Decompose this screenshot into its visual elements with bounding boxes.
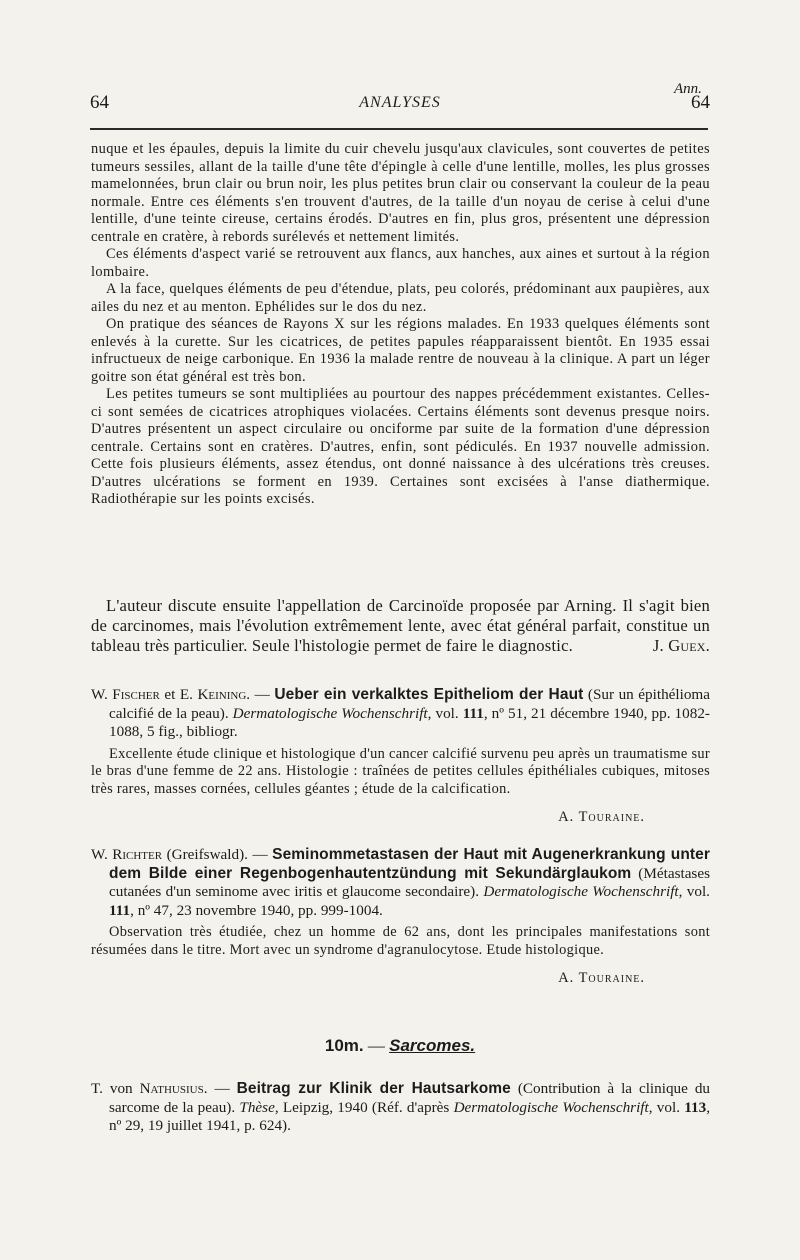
article-title: Beitrag zur Klinik der Hautsarkome xyxy=(236,1080,511,1097)
reviewer-signature: J. Guex. xyxy=(652,635,710,655)
header-rule xyxy=(90,128,708,130)
author-name: Fischer xyxy=(112,686,160,703)
running-header xyxy=(90,92,710,118)
title-translation: (Métastases cutanées d'un seminome avec iritis et glaucome secondaire). xyxy=(109,864,710,900)
volume: 113 xyxy=(684,1098,707,1116)
reviewer-signature: A. Touraine. xyxy=(558,809,645,825)
title-translation: (Sur un épithélioma calcifié de la peau). xyxy=(109,686,710,722)
citation: T. von Nathusius. — Beitrag zur Klinik der Hautsarkome (Contribution à la clinique du sarcome de la peau). Thèse, Leipzig, 1940 (Réf. d'après Dermatologische Wochenschrift, vol. 113, nº 29, 19 juillet 1941, p. 624). xyxy=(91,1080,711,1134)
reference-details: , nº 29, 19 juillet 1941, p. 624). xyxy=(109,1098,710,1134)
volume: 111 xyxy=(109,901,131,919)
citation: W. Richter (Greifswald). — Seminommetastasen der Haut mit Augenerkrankung unter dem Bilde einer Regenbogenhautentzündung mit Sekundärglaukom (Métastases cutanées d'un seminome avec iritis et glaucome secondaire). Dermatologische Wochenschrift, vol. 111, nº 47, 23 novembre 1940, pp. 999-1004. xyxy=(91,846,711,919)
paragraph: Les petites tumeurs se sont multipliées au pourtour des nappes précédemment existantes. Celles-ci sont semées de cicatrices atrophiques violacées. Certains éléments sont devenus presque noirs. D'autres présentent un aspect circulaire ou onciforme par suite de la formation d'une dépression centrale. Certains sont en cratères. D'autres, enfin, sont pédiculés. En 1937 nouvelle admission. Cette fois plusieurs éléments, assez étendus, ont donné naissance à des ulcérations très creuses. D'autres ulcérations se forment en 1939. Certaines sont excisées à l'anse diathermique. Radiothérapie sur les points excisés. xyxy=(91,386,710,507)
abstract: Observation très étudiée, chez un homme de 62 ans, dont les principales manifestations sont résumées dans le titre. Mort avec un syndrome d'agranulocytose. Etude histologique. xyxy=(91,924,710,958)
title-translation: (Contribution à la clinique du sarcome de la peau). xyxy=(109,1080,711,1116)
author-discussion xyxy=(91,596,710,655)
reference-details: , nº 51, 21 décembre 1940, pp. 1082-1088, 5 fig., bibliogr. xyxy=(109,704,710,740)
journal-name: Dermatologische Wochenschrift xyxy=(232,704,428,722)
case-description xyxy=(91,141,710,509)
paragraph: On pratique des séances de Rayons X sur les régions malades. En 1933 quelques éléments sont enlevés à la curette. Sur les cicatrices, de petites papules réapparaissent bientôt. En 1935 essai infructueux de neige carbonique. En 1936 la malade rentre de nouveau à la clinique. A part un léger goitre son état général est très bon. xyxy=(91,316,710,385)
thesis-label: Thèse xyxy=(239,1098,275,1116)
review-entry-richter xyxy=(91,846,710,988)
reviewer-signature: A. Touraine. xyxy=(558,970,645,986)
section-heading: 10m. — Sarcomes. xyxy=(324,1036,476,1055)
volume: 111 xyxy=(462,704,484,722)
abstract: Excellente étude clinique et histologique d'un cancer calcifié survenu peu après un traumatisme sur le bras d'une femme de 22 ans. Histologie : traînées de petites cellules épithéliales cubiques, mitoses très rares, masses cornées, cellules géantes ; étude de la calcification. xyxy=(91,745,710,797)
author-name: Keining xyxy=(197,686,247,703)
paragraph: nuque et les épaules, depuis la limite du cuir chevelu jusqu'aux clavicules, sont couvertes de petites tumeurs sessiles, allant de la taille d'une tête d'épingle à celle d'une lentille, molles, les plus grosses mamelonnées, brun clair ou brun noir, les plus petites brun clair ou conservant la couleur de la peau normale. Entre ces éléments s'en trouvent d'autres, de la taille d'un noyau de cerise à celui d'une lentille, d'une teinte cireuse, certains érodés. D'autres en fin, plus gros, présentent une dépression centrale en cratère, à rebords surélevés et nettement limités. xyxy=(91,141,710,245)
page-number-left: 64 xyxy=(90,92,109,113)
journal-abbrev: Ann. xyxy=(674,81,702,97)
paragraph: A la face, quelques éléments de peu d'étendue, plats, peu colorés, prédominant aux paupières, aux ailes du nez et au menton. Ephélides sur le dos du nez. xyxy=(91,281,710,315)
author-name: Nathusius xyxy=(139,1080,204,1097)
article-title: Ueber ein verkalktes Epitheliom der Haut xyxy=(274,686,584,703)
discussion-text: L'auteur discute ensuite l'appellation de Carcinoïde proposée par Arning. Il s'agit bien de carcinomes, mais l'évolution extrêmement lente, avec état général parfait, constitue un tableau très particulier. Seule l'histologie permet de faire le diagnostic. xyxy=(91,596,710,655)
paragraph: Ces éléments d'aspect varié se retrouvent aux flancs, aux hanches, aux aines et surtout à la région lombaire. xyxy=(91,246,710,280)
section-number: 10m. xyxy=(324,1036,364,1055)
reference-details: , nº 47, 23 novembre 1940, pp. 999-1004. xyxy=(130,901,383,919)
journal-name: Dermatologische Wochenschrift xyxy=(453,1098,649,1116)
running-title: ANALYSES xyxy=(359,94,441,111)
citation: W. Fischer et E. Keining. — Ueber ein verkalktes Epitheliom der Haut (Sur un épithélioma calcifié de la peau). Dermatologische Wochenschrift, vol. 111, nº 51, 21 décembre 1940, pp. 1082-1088, 5 fig., bibliogr. xyxy=(91,686,710,740)
page-number-right: 64 xyxy=(691,92,710,113)
author-name: Richter xyxy=(112,846,163,863)
review-entry-nathusius xyxy=(91,1080,710,1136)
review-entry-fischer xyxy=(91,686,710,827)
article-title: Seminommetastasen der Haut mit Augenerkrankung unter dem Bilde einer Regenbogenhautentzündung mit Sekundärglaukom xyxy=(109,846,711,882)
section-title: Sarcomes. xyxy=(389,1036,476,1055)
journal-name: Dermatologische Wochenschrift xyxy=(483,883,679,900)
